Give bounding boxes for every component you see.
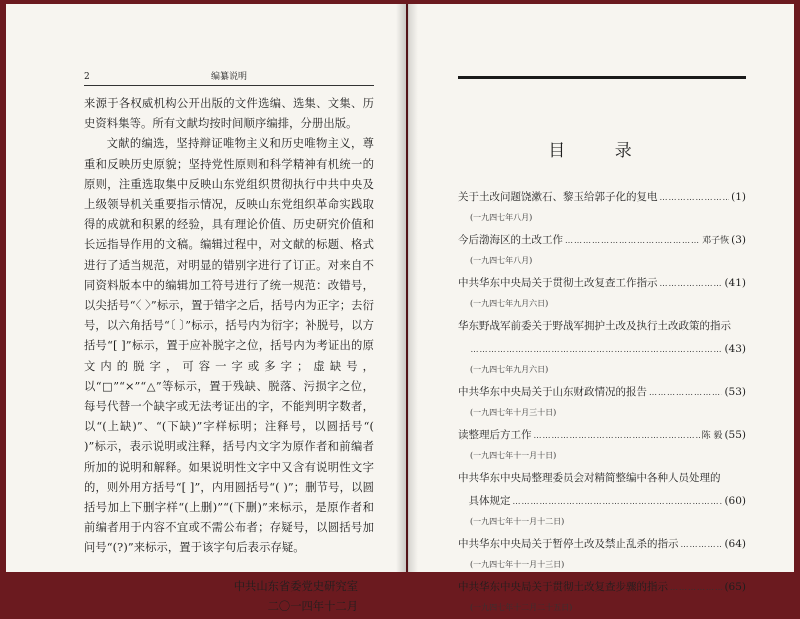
toc-entry-date: (一九四七年十一月十日) bbox=[470, 451, 557, 460]
toc-entry-page: (65) bbox=[724, 581, 746, 593]
page-number: 2 bbox=[84, 72, 90, 82]
toc-entry-title: 中共华东中央局关于贯彻土改复查工作指示 bbox=[458, 277, 658, 289]
right-page bbox=[408, 4, 794, 612]
toc-entry-page: (60) bbox=[724, 495, 746, 507]
toc-title: 目 录 bbox=[548, 141, 654, 161]
toc-entry-date: (一九四七年八月) bbox=[470, 256, 533, 265]
toc-entry[interactable] bbox=[458, 186, 746, 229]
toc-entry[interactable] bbox=[458, 533, 746, 576]
running-title: 编纂说明 bbox=[210, 72, 247, 82]
toc-entry-title: 中共华东中央局整理委员会对精简整编中各种人员处理的 bbox=[458, 472, 721, 484]
toc-entry-line bbox=[458, 229, 746, 252]
compilation-notes-text bbox=[84, 94, 374, 559]
toc-entry-line bbox=[458, 533, 746, 556]
table-of-contents bbox=[458, 186, 746, 619]
toc-entry-line bbox=[458, 186, 746, 209]
leader-dots bbox=[565, 229, 700, 252]
toc-entry-line bbox=[458, 315, 746, 338]
toc-entry[interactable] bbox=[458, 315, 746, 381]
running-header bbox=[84, 70, 374, 84]
top-rule bbox=[458, 76, 746, 79]
leader-dots bbox=[534, 424, 700, 447]
toc-entry-page: (55) bbox=[724, 429, 746, 441]
leader-dots bbox=[670, 576, 722, 599]
leader-dots bbox=[649, 381, 722, 404]
toc-entry-date: (一九四七年十月三十日) bbox=[470, 408, 557, 417]
toc-entry-line bbox=[458, 467, 746, 490]
toc-entry-date: (一九四七年八月) bbox=[470, 213, 533, 222]
toc-entry-page: (53) bbox=[724, 386, 746, 398]
toc-entry-page: (41) bbox=[724, 277, 746, 289]
toc-entry-title: 读整理后方工作 bbox=[458, 429, 532, 441]
toc-entry-line bbox=[458, 338, 746, 361]
toc-entry-date: (一九四七年十一月十二日) bbox=[470, 517, 565, 526]
toc-entry-date: (一九四七年十二月二十五日) bbox=[470, 603, 573, 612]
left-page bbox=[6, 4, 406, 613]
toc-entry-author: 陈 毅 bbox=[701, 431, 723, 441]
leader-dots bbox=[513, 490, 723, 513]
toc-entry-title: 中共华东中央局关于贯彻土改复查步骤的指示 bbox=[458, 581, 668, 593]
header-rule bbox=[84, 85, 374, 86]
toc-entry-title: 关于土改问题饶漱石、黎玉给郭子化的复电 bbox=[458, 191, 658, 203]
toc-entry[interactable] bbox=[458, 424, 746, 467]
toc-entry-title: 具体规定 bbox=[468, 495, 511, 507]
toc-entry-page: (3) bbox=[731, 234, 746, 246]
toc-entry-date: (一九四七年九月六日) bbox=[470, 299, 549, 308]
leader-dots bbox=[681, 533, 723, 556]
toc-entry[interactable] bbox=[458, 381, 746, 424]
toc-entry-title: 华东野战军前委关于野战军拥护土改及执行土改政策的指示 bbox=[458, 320, 731, 332]
toc-entry[interactable] bbox=[458, 229, 746, 272]
toc-entry-line bbox=[458, 424, 746, 447]
toc-entry-title: 中共华东中央局关于暂停土改及禁止乱杀的指示 bbox=[458, 538, 679, 550]
toc-entry[interactable] bbox=[458, 576, 746, 619]
toc-entry-page: (43) bbox=[724, 343, 746, 355]
leader-dots bbox=[660, 272, 723, 295]
leader-dots bbox=[660, 186, 730, 209]
toc-entry-page: (1) bbox=[731, 191, 746, 203]
toc-entry-date: (一九四七年十一月十三日) bbox=[470, 560, 565, 569]
toc-entry-page: (64) bbox=[724, 538, 746, 550]
toc-entry-date: (一九四七年九月六日) bbox=[470, 365, 549, 374]
toc-entry-line bbox=[458, 272, 746, 295]
leader-dots bbox=[471, 338, 723, 361]
toc-entry[interactable] bbox=[458, 467, 746, 533]
toc-entry-line bbox=[458, 381, 746, 404]
toc-entry-title: 中共华东中央局关于山东财政情况的报告 bbox=[458, 386, 647, 398]
signature-block bbox=[234, 577, 358, 617]
body-paragraph: 来源于各权威机构公开出版的文件选编、选集、文集、历史资料集等。所有文献均按时间顺序编排，分册出版。 bbox=[84, 97, 374, 131]
signature-date: 二〇一四年十二月 bbox=[267, 600, 358, 613]
toc-entry-title: 今后渤海区的土改工作 bbox=[458, 234, 563, 246]
body-paragraph: 文献的编选，坚持辩证唯物主义和历史唯物主义，尊重和反映历史原貌；坚持党性原则和科学精神有机统一的原则，注重选取集中反映山东党组织贯彻执行中共中央及上级领导机关重要指示情况，反映山东党组织革命实践取得的成就和积累的经验，具有理论价值、历史研究价值和长远指导作用的文稿。编辑过程中，对文献的标题、格式进行了适当规范，对明显的错别字进行了订正。对来自不同资料版本中的编辑加工符号进行了统一规范：改错号，以尖括号“〈 〉”标示，置于错字之后，括号内为正字；去衍号，以六角括号“〔 〕”标示，括号内为衍字；补脱号，以方括号“[ ]”标示，置于应补脱字之位，括号内为考证出的原文内的脱字，可容一字或多字；虚缺号，以“□”“×”“△”等标示，置于残缺、脱落、污损字之位，每号代替一个缺字或无法考证出的字，不能判明字数者，以“(上缺)”、“(下缺)”字样标明；注释号，以圆括号“( )”标示，表示说明或注释，括号内文字为原作者和前编者所加的说明和解释。如果说明性文字中又含有说明性文字的，则外用方括号“[ ]”，内用圆括号“( )”；删节号，以圆括号加上下删字样“(上删)”“(下删)”来标示，是原作者和前编者用于内容不宜或不需公布者；存疑号，以圆括号加问号“(?)”来标示，置于该字句后表示存疑。 bbox=[84, 137, 374, 555]
toc-entry-author: 邓子恢 bbox=[702, 236, 730, 246]
toc-entry-line bbox=[458, 576, 746, 599]
toc-entry-line bbox=[458, 490, 746, 513]
signature-org: 中共山东省委党史研究室 bbox=[233, 580, 358, 593]
book-gutter bbox=[396, 4, 418, 572]
toc-entry[interactable] bbox=[458, 272, 746, 315]
